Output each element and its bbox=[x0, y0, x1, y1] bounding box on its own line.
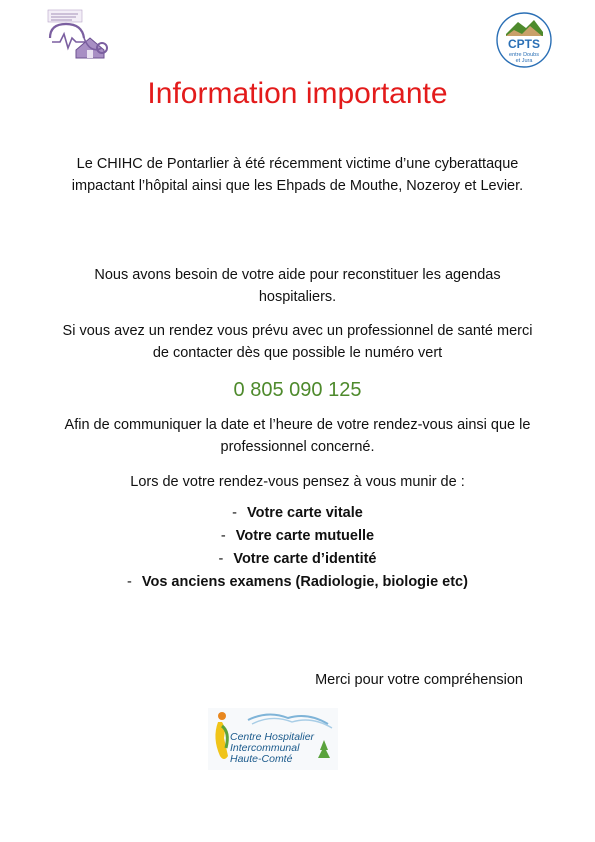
hospital-name-line1: Centre Hospitalier bbox=[230, 731, 315, 743]
cpts-logo-title: CPTS bbox=[507, 37, 541, 51]
dash-bullet: - bbox=[127, 574, 132, 590]
help-paragraph: Nous avons besoin de votre aide pour reconstituer les agendas hospitaliers. bbox=[94, 267, 501, 305]
cpts-logo bbox=[496, 12, 552, 68]
cpts-logo-line2: entre Doubs bbox=[509, 52, 539, 58]
dash-bullet: - bbox=[218, 551, 224, 567]
appointment-paragraph: Si vous avez un rendez vous prévu avec un professionnel de santé merci de contacter dès que possible le numéro vert bbox=[62, 323, 533, 361]
dash-bullet: - bbox=[220, 528, 226, 544]
cpts-logo-line3: et Jura bbox=[515, 58, 533, 64]
dash-bullet: - bbox=[232, 505, 238, 521]
phone-number[interactable]: 0 805 090 125 bbox=[233, 379, 362, 401]
page-title: Information importante bbox=[147, 77, 448, 110]
list-item-label: Vos anciens examens (Radiologie, biologie etc) bbox=[141, 574, 468, 590]
hospital-name-line3: Haute-Comté bbox=[230, 753, 293, 765]
list-item-label: Votre carte d’identité bbox=[233, 551, 377, 567]
hospital-logo bbox=[208, 708, 338, 770]
list-item bbox=[0, 502, 595, 525]
list-item bbox=[0, 571, 595, 594]
closing-text: Merci pour votre compréhension bbox=[315, 672, 523, 688]
incident-paragraph: Le CHIHC de Pontarlier à été récemment victime d’une cyberattaque impactant l’hôpital ainsi que les Ehpads de Mouthe, Nozeroy et Levier. bbox=[71, 156, 524, 194]
list-item-label: Votre carte mutuelle bbox=[235, 528, 375, 544]
communicate-paragraph: Afin de communiquer la date et l’heure de votre rendez-vous ainsi que le professionnel concerné. bbox=[64, 417, 531, 455]
list-item-label: Votre carte vitale bbox=[247, 505, 363, 521]
checklist bbox=[0, 502, 595, 594]
list-item bbox=[0, 525, 595, 548]
bring-paragraph: Lors de votre rendez-vous pensez à vous munir de : bbox=[130, 474, 465, 490]
hospital-name-line2: Intercommunal bbox=[230, 742, 300, 754]
list-item bbox=[0, 548, 595, 571]
health-network-logo bbox=[46, 8, 110, 60]
stethoscope-house-icon bbox=[46, 8, 110, 60]
